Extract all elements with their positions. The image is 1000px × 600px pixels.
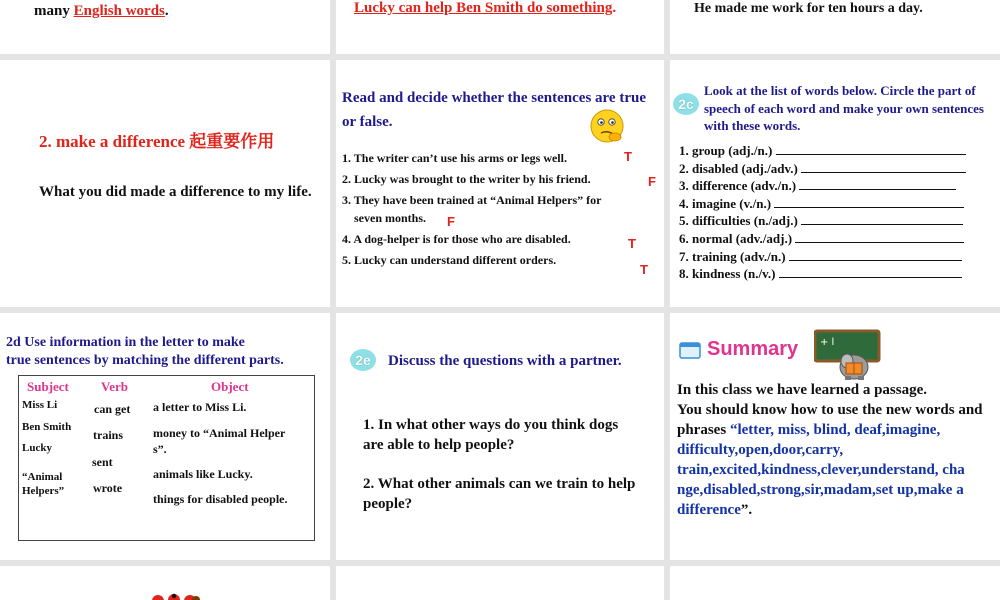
2e-question-2: 2. What other animals can we train to help people? bbox=[363, 476, 636, 512]
tf-answer-5: T bbox=[640, 262, 648, 277]
summary-body bbox=[677, 380, 999, 520]
summary-words: difficulty,open,door,carry, bbox=[677, 442, 844, 458]
summary-line: In this class we have learned a passage. bbox=[677, 382, 928, 398]
sentence-suffix: . bbox=[164, 3, 169, 19]
decorative-figure-icon bbox=[138, 593, 212, 600]
matching-table bbox=[18, 375, 315, 541]
tf-item-5: 5. Lucky can understand different orders. bbox=[342, 253, 557, 267]
summary-words: nge,disabled,strong,sir,madam,set up,make a bbox=[677, 482, 964, 498]
tf-answer-1: T bbox=[624, 149, 632, 164]
object-cell: a letter to Miss Li. bbox=[153, 400, 247, 414]
2d-instruction-line: true sentences by matching the different parts. bbox=[6, 353, 284, 368]
object-cell: things for disabled people. bbox=[153, 492, 288, 506]
tf-item-4: 4. A dog-helper is for those who are disabled. bbox=[342, 232, 571, 246]
slide-top-left bbox=[0, 0, 330, 54]
subject-cell: “Animal bbox=[22, 471, 63, 483]
slide-top-middle bbox=[336, 0, 664, 54]
verb-cell: sent bbox=[92, 455, 113, 469]
2c-item bbox=[679, 212, 966, 230]
2c-item-label: 5. difficulties (n./adj.) bbox=[679, 213, 798, 229]
slide-top-right bbox=[670, 0, 1000, 54]
chalkboard-elephant-icon bbox=[814, 329, 882, 381]
phrase-heading: 2. make a difference 起重要作用 bbox=[39, 132, 275, 151]
subject-cell: Lucky bbox=[22, 442, 52, 454]
slide-2e bbox=[336, 313, 664, 560]
verb-cell: trains bbox=[93, 428, 123, 442]
sentence-suffix: . bbox=[612, 0, 617, 16]
2e-instruction: Discuss the questions with a partner. bbox=[388, 353, 622, 369]
answer-text: Lucky can help Ben Smith do something bbox=[354, 0, 613, 16]
slide-2d bbox=[0, 313, 330, 560]
answer-blank[interactable] bbox=[795, 231, 964, 243]
summary-title: Summary bbox=[707, 338, 799, 360]
slide-summary bbox=[670, 313, 1000, 560]
sentence-prefix: many bbox=[34, 3, 70, 19]
tf-item-3: 3. They have been trained at “Animal Helpers” for bbox=[342, 193, 602, 207]
object-cell: animals like Lucky. bbox=[153, 467, 253, 481]
slide-2c bbox=[670, 60, 1000, 307]
object-cell: money to “Animal Helper bbox=[153, 426, 286, 440]
subject-cell: Ben Smith bbox=[22, 421, 72, 433]
2c-item-label: 6. normal (adv./adj.) bbox=[679, 230, 793, 246]
verb-cell: wrote bbox=[93, 481, 123, 495]
2c-item bbox=[679, 248, 966, 266]
window-icon bbox=[679, 342, 701, 359]
answer-blank[interactable] bbox=[779, 266, 962, 278]
subject-cell: Miss Li bbox=[22, 399, 58, 411]
2c-item-label: 8. kindness (n./v.) bbox=[679, 266, 776, 282]
fill-in-sentence bbox=[354, 0, 616, 17]
2c-item bbox=[679, 160, 966, 178]
slide-bottom-middle bbox=[336, 566, 664, 600]
tf-answer-2: F bbox=[648, 174, 656, 189]
tf-instruction: Read and decide whether the sentences are true or false. bbox=[342, 90, 646, 130]
exercise-badge-2e: 2e bbox=[350, 349, 376, 371]
slide-bottom-right bbox=[670, 566, 1000, 600]
2c-item-label: 2. disabled (adj./adv.) bbox=[679, 160, 798, 176]
2d-instruction bbox=[6, 334, 284, 370]
phrase-example: What you did made a difference to my life. bbox=[39, 184, 312, 200]
2e-question-1: 1. In what other ways do you think dogs are able to help people? bbox=[363, 417, 619, 453]
header-object: Object bbox=[211, 379, 249, 394]
2c-instruction: Look at the list of words below. Circle the part of speech of each word and make your own sentences with these words. bbox=[704, 83, 984, 133]
tf-answer-3: F bbox=[447, 214, 455, 229]
2c-item bbox=[679, 230, 966, 248]
answer-blank[interactable] bbox=[776, 143, 966, 155]
answer-blank[interactable] bbox=[801, 161, 966, 173]
2d-instruction-line: 2d Use information in the letter to make bbox=[6, 335, 245, 350]
answer-blank[interactable] bbox=[789, 249, 962, 261]
summary-end-quote: ”. bbox=[740, 502, 753, 518]
tf-item-2: 2. Lucky was brought to the writer by his friend. bbox=[342, 172, 591, 186]
2c-item-label: 1. group (adj./n.) bbox=[679, 143, 773, 158]
summary-words: “letter, miss, blind, deaf,imagine, bbox=[729, 422, 941, 438]
answer-blank[interactable] bbox=[774, 196, 964, 208]
answer-text: English words bbox=[73, 3, 165, 19]
2c-item-label: 4. imagine (v./n.) bbox=[679, 195, 772, 211]
thinking-face-icon bbox=[588, 107, 628, 147]
tf-item-1: 1. The writer can’t use his arms or legs well. bbox=[342, 151, 567, 165]
slide-bottom-left bbox=[0, 566, 330, 600]
svg-text:+ l: + l bbox=[820, 337, 835, 348]
header-subject: Subject bbox=[27, 379, 69, 394]
summary-words: train,excited,kindness,clever,understand, cha bbox=[677, 462, 965, 478]
2c-word-list bbox=[679, 142, 966, 283]
header-verb: Verb bbox=[101, 379, 128, 394]
summary-words: difference bbox=[677, 502, 741, 518]
answer-blank[interactable] bbox=[801, 213, 963, 225]
2c-item-label: 3. difference (adv./n.) bbox=[679, 178, 797, 194]
summary-line: You should know how to use the new words and phrases bbox=[677, 402, 983, 438]
2c-item bbox=[679, 142, 966, 160]
example-sentence: He made me work for ten hours a day. bbox=[694, 1, 923, 16]
verb-cell: can get bbox=[94, 402, 131, 416]
object-cell: s”. bbox=[153, 442, 167, 456]
subject-cell: Helpers” bbox=[22, 485, 65, 497]
answer-blank[interactable] bbox=[799, 178, 956, 190]
2c-item bbox=[679, 195, 966, 213]
fill-in-sentence bbox=[34, 3, 169, 20]
2c-item bbox=[679, 265, 966, 283]
exercise-badge-2c: 2c bbox=[673, 93, 699, 115]
2c-item-label: 7. training (adv./n.) bbox=[679, 248, 786, 264]
slide-phrase bbox=[0, 60, 330, 307]
tf-item-3-cont: seven months. bbox=[354, 211, 427, 225]
2c-item bbox=[679, 177, 966, 195]
tf-answer-4: T bbox=[628, 236, 636, 251]
slide-true-false bbox=[336, 60, 664, 307]
